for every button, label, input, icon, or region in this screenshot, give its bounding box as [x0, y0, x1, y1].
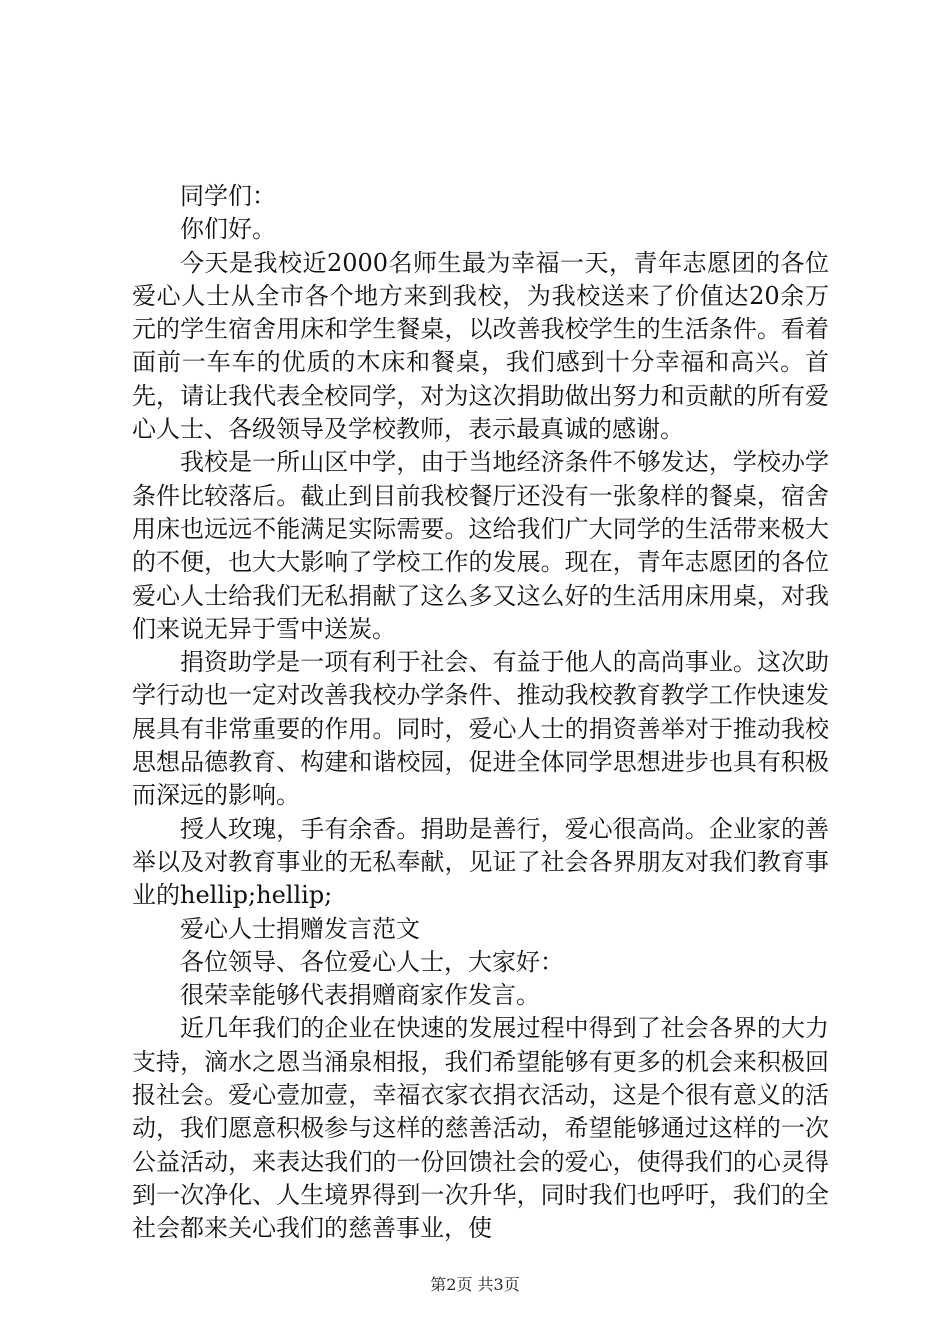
- paragraph-school-conditions: 我校是一所山区中学，由于当地经济条件不够发达，学校办学条件比较落后。截止到目前我校餐厅还没有一张象样的餐桌，宿舍用床也远远不能满足实际需要。这给我们广大同学的生活带来极大的不便，也大大影响了学校工作的发展。现在，青年志愿团的各位爱心人士给我们无私捐献了这么多又这么好的生活用床用桌，对我们来说无异于雪中送炭。: [132, 448, 829, 643]
- section-heading: 爱心人士捐赠发言范文: [180, 914, 420, 943]
- paragraph-address: 各位领导、各位爱心人士，大家好：: [180, 947, 564, 976]
- paragraph-donation-significance: 捐资助学是一项有利于社会、有益于他人的高尚事业。这次助学行动也一定对改善我校办学条件、推动我校教育教学工作快速发展具有非常重要的作用。同时，爱心人士的捐资善举对于推动我校思想品德教育、构建和谐校园，促进全体同学思想进步也具有积极而深远的影响。: [132, 648, 829, 810]
- paragraph-greeting: 你们好。: [180, 215, 276, 244]
- paragraph-roses: 授人玫瑰，手有余香。捐助是善行，爱心很高尚。企业家的善举以及对教育事业的无私奉献，见证了社会各界朋友对我们教育事业的hellip;hellip;: [132, 814, 829, 910]
- paragraph-salutation: 同学们：: [180, 182, 276, 210]
- page-number-footer: 第2页 共3页: [430, 1275, 520, 1294]
- paragraph-honor: 很荣幸能够代表捐赠商家作发言。: [180, 981, 540, 1010]
- document-body: [132, 180, 829, 1246]
- paragraph-thanks: 今天是我校近2000名师生最为幸福一天，青年志愿团的各位爱心人士从全市各个地方来到我校，为我校送来了价值达20余万元的学生宿舍用床和学生餐桌，以改善我校学生的生活条件。看着面前一车车的优质的木床和餐桌，我们感到十分幸福和高兴。首先，请让我代表全校同学，对为这次捐助做出努力和贡献的所有爱心人士、各级领导及学校教师，表示最真诚的感谢。: [132, 248, 829, 444]
- paragraph-enterprise: 近几年我们的企业在快速的发展过程中得到了社会各界的大力支持，滴水之恩当涌泉相报，我们希望能够有更多的机会来积极回报社会。爱心壹加壹，幸福衣家衣捐衣活动，这是个很有意义的活动，我们愿意积极参与这样的慈善活动，希望能够通过这样的一次公益活动，来表达我们的一份回馈社会的爱心，使得我们的心灵得到一次净化、人生境界得到一次升华，同时我们也呼吁，我们的全社会都来关心我们的慈善事业，使: [132, 1014, 829, 1243]
